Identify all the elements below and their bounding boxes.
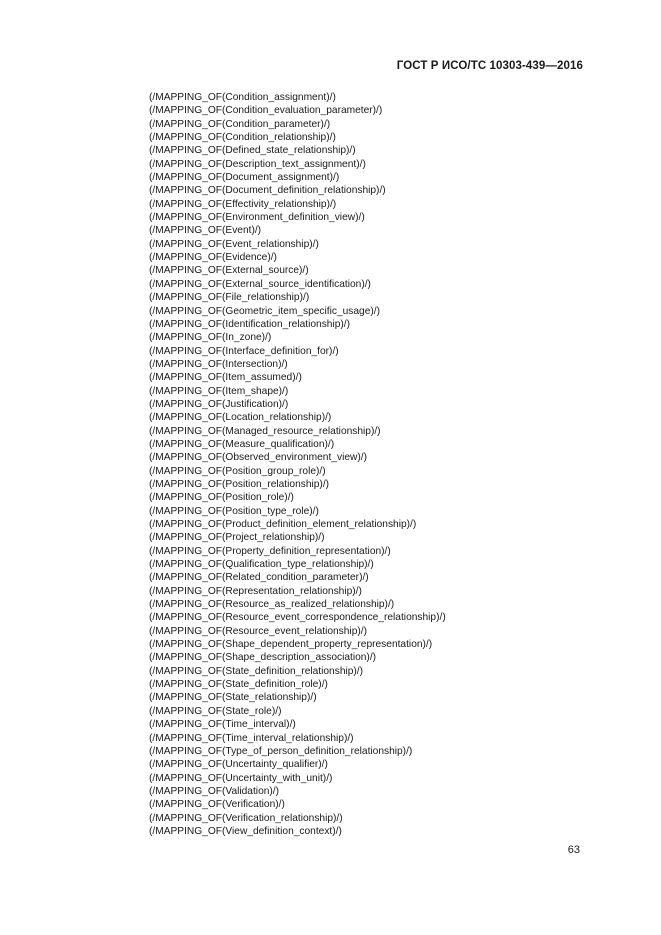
mapping-line: (/MAPPING_OF(Event_relationship)/): [149, 238, 319, 250]
mapping-line: (/MAPPING_OF(Description_text_assignment)/): [149, 158, 366, 170]
mapping-line: (/MAPPING_OF(Position_role)/): [149, 492, 294, 504]
mapping-line: (/MAPPING_OF(Observed_environment_view)/): [149, 452, 367, 464]
mapping-line: (/MAPPING_OF(Identification_relationship)/): [149, 318, 350, 330]
mapping-line: (/MAPPING_OF(Geometric_item_specific_usage)/): [149, 305, 380, 317]
mapping-line: (/MAPPING_OF(Item_shape)/): [149, 385, 289, 397]
mapping-line: (/MAPPING_OF(Condition_parameter)/): [149, 118, 331, 130]
mapping-line: (/MAPPING_OF(Condition_assignment)/): [149, 92, 336, 103]
mapping-line: (/MAPPING_OF(External_source)/): [149, 265, 309, 277]
mapping-line: (/MAPPING_OF(Qualification_type_relationship)/): [149, 559, 374, 571]
mapping-line: (/MAPPING_OF(Time_interval_relationship)/): [149, 732, 354, 744]
mapping-line: (/MAPPING_OF(Position_group_role)/): [149, 465, 326, 477]
mapping-line: (/MAPPING_OF(State_relationship)/): [149, 692, 317, 704]
mapping-line: (/MAPPING_OF(Justification)/): [149, 398, 289, 410]
mapping-line: (/MAPPING_OF(Time_interval)/): [149, 719, 296, 731]
mapping-line: (/MAPPING_OF(Uncertainty_qualifier)/): [149, 759, 328, 771]
mapping-line: (/MAPPING_OF(Evidence)/): [149, 252, 277, 264]
mapping-line: (/MAPPING_OF(File_relationship)/): [149, 292, 310, 304]
mapping-line: (/MAPPING_OF(Shape_dependent_property_representation)/): [149, 639, 433, 651]
mapping-line: (/MAPPING_OF(Type_of_person_definition_relationship)/): [149, 745, 413, 757]
mapping-line: (/MAPPING_OF(Related_condition_parameter)/): [149, 572, 369, 584]
mapping-line: (/MAPPING_OF(Validation)/): [149, 785, 280, 797]
mapping-line: (/MAPPING_OF(External_source_identification)/): [149, 278, 371, 290]
mapping-line: (/MAPPING_OF(State_role)/): [149, 705, 282, 717]
mapping-line: (/MAPPING_OF(Intersection)/): [149, 358, 288, 370]
mapping-line: (/MAPPING_OF(Document_definition_relationship)/): [149, 185, 386, 197]
mapping-line: (/MAPPING_OF(Representation_relationship)/): [149, 585, 362, 597]
mapping-line: (/MAPPING_OF(State_definition_relationship)/): [149, 665, 364, 677]
page-header-standard-id: ГОСТ Р ИСО/ТС 10303-439—2016: [396, 60, 583, 72]
mapping-line: (/MAPPING_OF(Resource_event_correspondence_relationship)/): [149, 612, 446, 624]
page-number: 63: [567, 844, 580, 856]
mapping-line: (/MAPPING_OF(Position_relationship)/): [149, 478, 330, 490]
mapping-line: (/MAPPING_OF(Condition_relationship)/): [149, 132, 336, 144]
mapping-line: (/MAPPING_OF(Managed_resource_relationship)/): [149, 425, 381, 437]
mapping-line: (/MAPPING_OF(Resource_as_realized_relationship)/): [149, 599, 395, 611]
mapping-line: (/MAPPING_OF(Condition_evaluation_parameter)/): [149, 105, 383, 117]
mapping-line: (/MAPPING_OF(Interface_definition_for)/): [149, 345, 339, 357]
mapping-list: [149, 91, 446, 838]
mapping-line: (/MAPPING_OF(View_definition_context)/): [149, 825, 342, 837]
mapping-line: (/MAPPING_OF(Project_relationship)/): [149, 532, 325, 544]
mapping-line: (/MAPPING_OF(Document_assignment)/): [149, 172, 340, 184]
mapping-line: (/MAPPING_OF(Resource_event_relationship)/): [149, 625, 367, 637]
mapping-line: (/MAPPING_OF(Measure_qualification)/): [149, 438, 335, 450]
mapping-line: (/MAPPING_OF(Location_relationship)/): [149, 412, 332, 424]
mapping-line: (/MAPPING_OF(Event)/): [149, 225, 262, 237]
mapping-line: (/MAPPING_OF(Shape_description_association)/): [149, 652, 377, 664]
mapping-line: (/MAPPING_OF(Position_type_role)/): [149, 505, 319, 517]
mapping-line: (/MAPPING_OF(Verification)/): [149, 799, 285, 811]
mapping-line: (/MAPPING_OF(Item_assumed)/): [149, 372, 302, 384]
mapping-line: (/MAPPING_OF(In_zone)/): [149, 332, 272, 344]
mapping-line: (/MAPPING_OF(Verification_relationship)/): [149, 812, 343, 824]
mapping-line: (/MAPPING_OF(Environment_definition_view)/): [149, 212, 365, 224]
mapping-line: (/MAPPING_OF(State_definition_role)/): [149, 679, 328, 691]
mapping-line: (/MAPPING_OF(Defined_state_relationship)/): [149, 145, 356, 157]
mapping-line: (/MAPPING_OF(Product_definition_element_relationship)/): [149, 519, 417, 530]
mapping-line: (/MAPPING_OF(Effectivity_relationship)/): [149, 198, 337, 210]
mapping-line: (/MAPPING_OF(Property_definition_representation)/): [149, 545, 391, 557]
mapping-line: (/MAPPING_OF(Uncertainty_with_unit)/): [149, 772, 333, 784]
